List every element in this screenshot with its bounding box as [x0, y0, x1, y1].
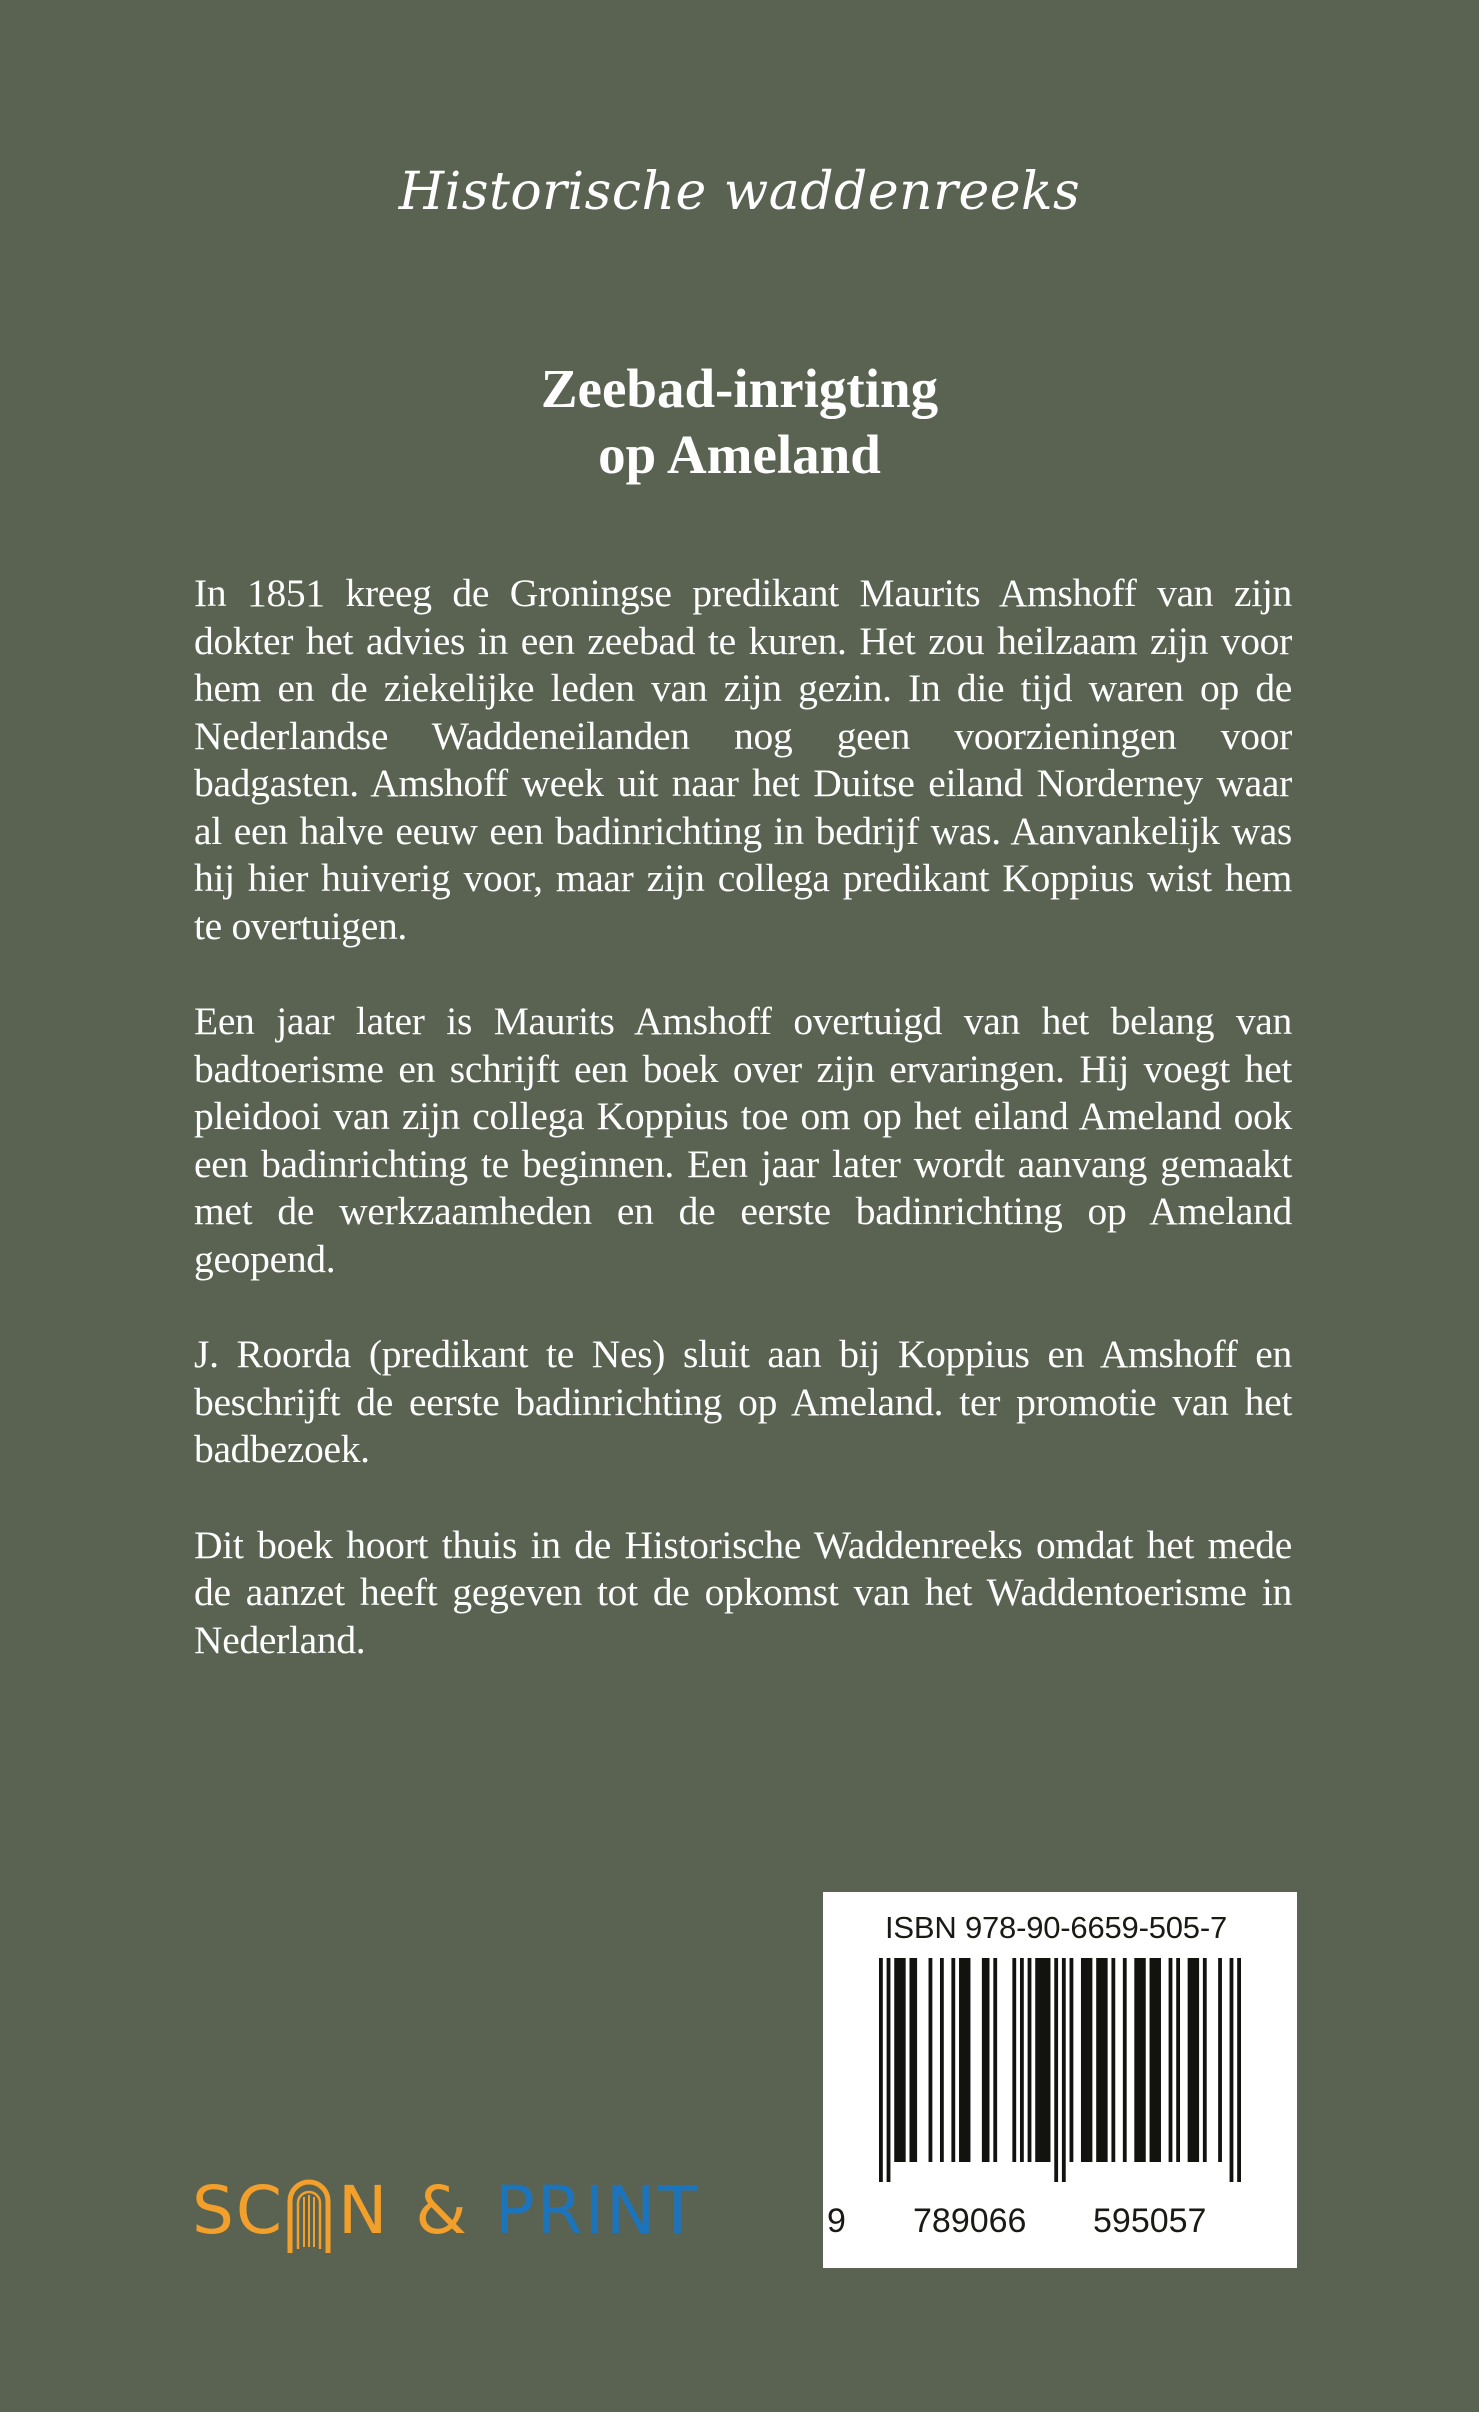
barcode-bar [1203, 1958, 1207, 2162]
blurb [194, 570, 1292, 1712]
book-title [0, 356, 1479, 488]
barcode-bar [1150, 1958, 1161, 2162]
barcode-bar [1134, 1958, 1145, 2162]
barcode-guard-bar [1054, 1958, 1058, 2182]
barcode-bar [1070, 1958, 1074, 2162]
series-title: Historische waddenreeks [398, 162, 1081, 222]
barcode-guard-bar [1230, 1958, 1234, 2182]
logo-ampersand: & [415, 2171, 469, 2249]
barcode-bar [1035, 1958, 1050, 2162]
barcode-bars [823, 1892, 1297, 2268]
barcode-digits-right: 595057 [1093, 2202, 1207, 2240]
logo-text-scan-end: N [337, 2171, 390, 2249]
isbn-barcode [823, 1892, 1297, 2268]
barcode-bar [1096, 1958, 1107, 2162]
barcode-bar [959, 1958, 970, 2162]
barcode-bar [1111, 1958, 1115, 2162]
barcode-bar [1218, 1958, 1222, 2162]
barcode-bar [929, 1958, 933, 2162]
isbn-label: ISBN 978-90-6659-505-7 [885, 1910, 1227, 1945]
blurb-paragraph-4: Dit boek hoort thuis in de Historische Waddenreeks omdat het mede de aanzet heeft gegeven tot de opkomst van het Waddentoerisme in Nederland. [194, 1522, 1292, 1662]
book-title-line-1: Zeebad-inrigting [540, 358, 939, 419]
barcode-bar [894, 1958, 905, 2162]
barcode-digit-lead: 9 [827, 2202, 846, 2240]
blurb-paragraph-3: J. Roorda (predikant te Nes) sluit aan bij Koppius en Amshoff en beschrijft de eerste badinrichting op Ameland. ter promotie van het badbezoek. [194, 1332, 1292, 1471]
archway-icon [286, 2179, 332, 2253]
barcode-guard-bar [879, 1958, 883, 2182]
barcode-bar [940, 1958, 944, 2162]
logo-text-scan-start: SC [192, 2171, 284, 2249]
barcode-bar [993, 1958, 997, 2162]
barcode-bar [1169, 1958, 1173, 2162]
barcode-guard-bar [1237, 1958, 1241, 2182]
blurb-paragraph-1: In 1851 kreeg de Groningse predikant Maurits Amshoff van zijn dokter het advies in een zeebad te kuren. Het zou heilzaam zijn voor hem en de ziekelijke leden van zijn gezin. In die tijd waren op de Nederlandse Waddeneilanden nog geen voorzieningen voor badgasten. Amshoff week uit naar het Duitse eiland Norderney waar al een halve eeuw een badinrichting in bedrijf was. Aanvankelijk was hij hier huiverig voor, maar zijn collega predikant Koppius wist hem te overtuigen. [194, 571, 1292, 948]
publisher-logo [192, 2171, 700, 2249]
barcode-bar [1081, 1958, 1092, 2162]
barcode-bar [1188, 1958, 1199, 2162]
blurb-paragraph-2: Een jaar later is Maurits Amshoff overtuigd van het belang van badtoerisme en schrijft een boek over zijn ervaringen. Hij voegt het pleidooi van zijn collega Koppius toe om op het eiland Ameland ook een badinrichting te beginnen. Een jaar later wordt aanvang gemaakt met de werkzaamheden en de eerste badinrichting op Ameland geopend. [194, 999, 1292, 1281]
logo-text-print: PRINT [494, 2171, 700, 2249]
barcode-guard-bar [1062, 1958, 1066, 2182]
barcode-bar [982, 1958, 990, 2162]
barcode-bar [1176, 1958, 1180, 2162]
barcode-bar [951, 1958, 955, 2162]
barcode-guard-bar [887, 1958, 891, 2182]
book-title-line-2: op Ameland [598, 424, 881, 485]
barcode-bar [909, 1958, 917, 2162]
barcode-bar [1020, 1958, 1024, 2162]
barcode-digits-left: 789066 [913, 2202, 1027, 2240]
barcode-bar [1123, 1958, 1127, 2162]
barcode-bar [1028, 1958, 1032, 2162]
barcode-bar [1012, 1958, 1016, 2162]
